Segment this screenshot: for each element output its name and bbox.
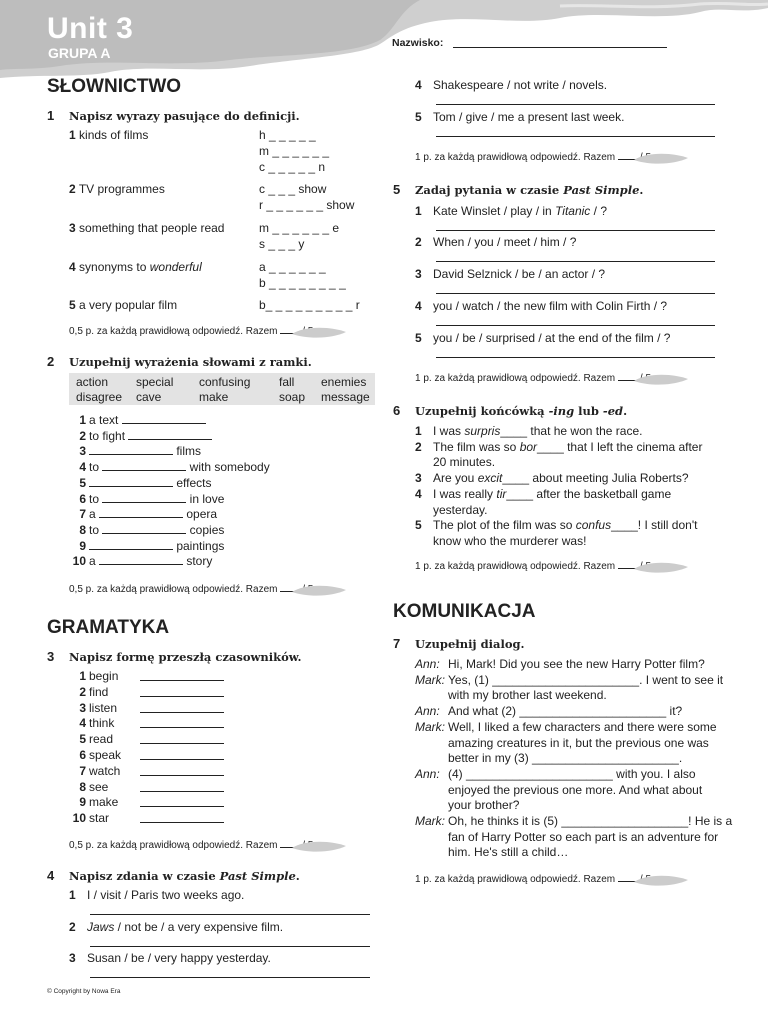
box-word: special (136, 375, 174, 389)
dialog-text: your brother? (448, 798, 520, 813)
ex1-answer-field[interactable]: c _ _ _ show (259, 182, 327, 196)
ex3-answer-line[interactable] (140, 727, 224, 728)
item-pre: you / watch / the new film with Colin Firth / ? (433, 299, 668, 313)
ex2-item (69, 412, 206, 428)
item-number: 2 (415, 235, 422, 249)
item-text: kinds of films (79, 128, 149, 142)
ex1-answer-field[interactable]: b_ _ _ _ _ _ _ _ _ r (259, 298, 360, 312)
item-text: a very popular film (79, 298, 178, 312)
ex1-answer-field[interactable]: h _ _ _ _ _ (259, 128, 316, 142)
verb: make (89, 795, 119, 810)
line-post: ____ after the basketball game (506, 486, 672, 501)
speaker-label: Ann: (415, 657, 440, 671)
ex5-number: 5 (393, 182, 401, 197)
line-pre: Are you (433, 471, 478, 486)
item-pre: you / be / surprised / at the end of the film / ? (433, 331, 671, 345)
item-text: something that people read (79, 221, 225, 235)
ex3-answer-line[interactable] (140, 712, 224, 713)
ex3-item (69, 763, 120, 779)
komunikacja-title: KOMUNIKACJA (393, 601, 536, 622)
ex7-score: 1 p. za każdą prawidłową odpowiedź. Razem (415, 873, 662, 887)
score-smudge (632, 150, 690, 166)
ex3-score: 0,5 p. za każdą prawidłową odpowiedź. Razem (69, 839, 325, 853)
ex3-item (69, 794, 118, 810)
grammar-title: GRAMATYKA (47, 617, 170, 638)
item-number: 5 (79, 732, 86, 747)
item-text: Susan / be / very happy yesterday. (87, 951, 271, 965)
box-word: cave (136, 390, 162, 404)
ex6-line (415, 486, 671, 502)
speaker-label: Ann: (415, 766, 440, 781)
item-post: films (173, 444, 201, 459)
ex6-line (415, 439, 702, 455)
ex5-answer-line[interactable] (436, 261, 715, 262)
ex4-answer-line[interactable] (436, 136, 715, 137)
item-number: 5 (69, 298, 76, 312)
ex1-answer-field[interactable]: s _ _ _ y (259, 237, 305, 251)
ex4-item (415, 77, 607, 93)
ex2-score: 0,5 p. za każdą prawidłową odpowiedź. Razem (69, 583, 325, 597)
verb: think (89, 716, 115, 731)
item-number: 6 (79, 491, 86, 506)
item-pre: David Selznick / be / an actor / ? (433, 267, 606, 281)
ex2-blank[interactable] (99, 553, 183, 565)
item-italic: Titanic (555, 204, 591, 218)
line-post: ____ that I left the cinema after (537, 439, 703, 454)
ex2-blank[interactable] (122, 412, 206, 424)
ex6-line (415, 502, 487, 518)
item-number: 5 (415, 331, 422, 345)
item-text: Shakespeare / not write / novels. (433, 78, 608, 92)
ex5-item (415, 234, 576, 250)
ex2-item (69, 522, 224, 538)
ex1-answer-field[interactable]: b _ _ _ _ _ _ _ _ (259, 276, 346, 290)
line-pre: I was (433, 424, 465, 438)
ex2-blank[interactable] (89, 538, 173, 550)
verb: watch (89, 763, 121, 778)
line-pre: know who the murderer was! (433, 533, 587, 548)
ex1-answer-field[interactable]: m _ _ _ _ _ _ (259, 144, 330, 158)
ex6-line (415, 533, 586, 549)
item-number: 10 (72, 811, 86, 826)
item-text: / not be / a very expensive film. (114, 920, 284, 934)
ex2-blank[interactable] (102, 459, 186, 471)
item-number: 9 (79, 538, 86, 553)
ex3-answer-line[interactable] (140, 791, 224, 792)
item-number: 4 (415, 486, 422, 501)
ex3-item (69, 700, 117, 716)
ex1-answer-field[interactable]: r _ _ _ _ _ _ show (259, 198, 355, 212)
item-pre: to (89, 522, 103, 537)
item-number: 1 (69, 128, 76, 142)
speaker-label: Mark: (415, 814, 445, 828)
item-number: 1 (415, 424, 422, 438)
line-pre: 20 minutes. (433, 455, 496, 470)
ex3-item (69, 668, 118, 684)
ex4-instruction: Napisz zdania w czasie Past Simple. (69, 869, 300, 883)
ex2-blank[interactable] (89, 475, 173, 487)
ex2-item (69, 506, 217, 522)
item-text: synonyms to (79, 260, 150, 274)
item-number: 5 (79, 475, 86, 490)
item-number: 4 (69, 260, 76, 274)
speaker-label: Mark: (415, 672, 445, 687)
ex3-answer-line[interactable] (140, 759, 224, 760)
verb: begin (89, 669, 119, 683)
item-number: 2 (79, 428, 86, 443)
ex4-item (69, 950, 271, 966)
dialog-text: better in my (3) ______________________. (448, 751, 683, 766)
item-italic: Jaws (87, 920, 115, 934)
ex5-answer-line[interactable] (436, 230, 715, 231)
ex2-blank[interactable] (128, 428, 212, 440)
score-smudge (632, 872, 690, 888)
ex4-number: 4 (47, 868, 55, 883)
item-post: copies (186, 522, 225, 537)
name-input-line[interactable] (453, 47, 667, 48)
ex6-line (415, 517, 697, 533)
ex5-item (415, 203, 607, 219)
ex3-item (69, 779, 108, 795)
box-word: fall (279, 375, 295, 389)
ex1-item (69, 220, 224, 236)
box-word: make (199, 390, 229, 404)
ex2-item (69, 428, 212, 444)
item-number: 1 (69, 888, 76, 902)
item-post: opera (183, 507, 218, 522)
item-number: 5 (415, 110, 422, 124)
line-pre: The film was so (433, 439, 520, 454)
score-smudge (290, 324, 348, 340)
line-post: ____ about meeting Julia Roberts? (502, 471, 689, 486)
box-word: soap (279, 390, 306, 404)
ex3-answer-line[interactable] (140, 822, 224, 823)
ex3-answer-line[interactable] (140, 775, 224, 776)
item-number: 3 (415, 267, 422, 281)
ex3-item (69, 684, 108, 700)
ex2-item (69, 459, 270, 475)
dialog-text: enjoyed the previous one more. And what about (448, 782, 703, 797)
ex5-instruction: Zadaj pytania w czasie Past Simple. (415, 183, 644, 197)
item-post: effects (173, 475, 212, 490)
box-word: action (76, 375, 109, 389)
item-number: 2 (69, 920, 76, 934)
ex1-item (69, 297, 177, 313)
ex5-answer-line[interactable] (436, 325, 715, 326)
ex6-score: 1 p. za każdą prawidłową odpowiedź. Razem (415, 560, 662, 574)
verb: speak (89, 748, 122, 762)
ex3-answer-line[interactable] (140, 696, 224, 697)
vocab-title: SŁOWNICTWO (47, 76, 182, 97)
ex3-answer-line[interactable] (140, 806, 224, 807)
item-post: paintings (173, 538, 225, 553)
item-post: with somebody (186, 460, 270, 475)
item-number: 8 (79, 779, 86, 794)
dialog-text: amazing creatures in it, but the previous one was (448, 735, 709, 750)
ex2-blank[interactable] (99, 506, 183, 518)
item-number: 5 (415, 518, 422, 533)
item-number: 2 (415, 439, 422, 454)
ex1-item (69, 127, 148, 143)
line-italic: tir (496, 486, 507, 501)
item-number: 1 (79, 413, 86, 427)
box-word: disagree (76, 390, 123, 404)
ex4-item (69, 887, 244, 903)
ex4-item (415, 109, 624, 125)
ex1-instruction: Napisz wyrazy pasujące do definicji. (69, 109, 300, 123)
ex1-item (69, 259, 202, 275)
ex4-answer-line[interactable] (90, 946, 370, 947)
item-post: in love (186, 491, 225, 506)
ex3-answer-line[interactable] (140, 680, 224, 681)
score-smudge (290, 838, 348, 854)
score-smudge (632, 371, 690, 387)
ex5-answer-line[interactable] (436, 293, 715, 294)
ex5-item (415, 266, 605, 282)
group-label: GRUPA A (48, 45, 111, 61)
item-pre: a (89, 507, 100, 522)
item-number: 2 (79, 684, 86, 699)
ex4-answer-line[interactable] (436, 104, 715, 105)
ex5-item (415, 330, 670, 346)
item-number: 3 (79, 444, 86, 459)
item-pre: Kate Winslet / play / in (433, 204, 556, 218)
item-pre: When / you / meet / him / ? (433, 235, 577, 249)
item-pre: a text (89, 413, 122, 427)
ex6-instruction: Uzupełnij końcówką -ing lub -ed. (415, 404, 628, 418)
ex2-item (69, 491, 224, 507)
ex4-answer-line[interactable] (90, 914, 370, 915)
box-word: enemies (321, 375, 367, 389)
line-italic: confus (575, 518, 612, 533)
item-number: 7 (79, 507, 86, 522)
ex6-number: 6 (393, 403, 401, 418)
ex2-number: 2 (47, 354, 55, 369)
box-word: confusing (199, 375, 251, 389)
dialog-text: And what (2) ______________________ it? (448, 704, 683, 719)
box-word: message (321, 390, 370, 404)
ex2-item (69, 538, 224, 554)
item-number: 7 (79, 763, 86, 778)
ex5-score: 1 p. za każdą prawidłową odpowiedź. Razem (415, 372, 662, 386)
ex3-item (69, 810, 109, 826)
ex1-answer-field[interactable]: m _ _ _ _ _ _ e (259, 221, 340, 235)
item-pre: to (89, 491, 103, 506)
ex2-blank[interactable] (102, 522, 186, 534)
item-number: 3 (69, 221, 76, 235)
item-number: 9 (79, 795, 86, 810)
item-number: 4 (79, 716, 86, 731)
verb: star (89, 811, 110, 826)
item-number: 6 (79, 748, 86, 762)
item-number: 2 (69, 182, 76, 196)
dialog-text: fan of Harry Potter so each part is an adventure for (448, 829, 719, 844)
ex2-blank[interactable] (102, 491, 186, 503)
ex4-item (69, 919, 283, 935)
line-post: ____! I still don't (611, 518, 698, 533)
item-number: 4 (415, 78, 422, 92)
item-pre: a (89, 554, 100, 569)
item-text: Tom / give / me a present last week. (433, 110, 625, 124)
speaker-label: Ann: (415, 704, 440, 719)
ex3-item (69, 731, 113, 747)
ex6-line (415, 423, 642, 439)
verb: see (89, 779, 109, 794)
speaker-label: Mark: (415, 719, 445, 734)
ex2-instruction: Uzupełnij wyrażenia słowami z ramki. (69, 355, 312, 369)
score-smudge (290, 582, 348, 598)
line-pre: The plot of the film was so (433, 518, 576, 533)
ex6-line (415, 470, 689, 486)
item-number: 4 (79, 460, 86, 475)
line-pre: yesterday. (433, 502, 488, 517)
ex3-number: 3 (47, 649, 55, 664)
item-number: 8 (79, 522, 86, 537)
dialog-text: Oh, he thinks it is (5) ___________________! He is a (448, 814, 733, 828)
line-italic: bor (519, 439, 538, 454)
ex3-answer-line[interactable] (140, 743, 224, 744)
score-smudge (632, 559, 690, 575)
ex4-answer-line[interactable] (90, 977, 370, 978)
ex5-item (415, 298, 667, 314)
ex1-item (69, 181, 165, 197)
line-italic: surpris (464, 424, 501, 438)
item-number: 1 (79, 669, 86, 683)
item-number: 3 (415, 471, 422, 486)
item-text-italic: wonderful (149, 260, 202, 274)
dialog-text: Well, I liked a few characters and there were some (448, 719, 717, 734)
ex2-item (69, 443, 201, 459)
item-number: 3 (69, 951, 76, 965)
ex7-number: 7 (393, 636, 401, 651)
ex2-blank[interactable] (89, 443, 173, 455)
ex5-answer-line[interactable] (436, 357, 715, 358)
item-number: 1 (415, 204, 422, 218)
verb: find (89, 684, 109, 699)
dialog-text: (4) ______________________ with you. I also (448, 766, 696, 781)
item-text: TV programmes (78, 182, 165, 196)
ex1-number: 1 (47, 108, 55, 123)
item-text: I / visit / Paris two weeks ago. (87, 888, 245, 902)
item-pre: to fight (89, 428, 129, 443)
dialog-text: Hi, Mark! Did you see the new Harry Potter film? (448, 657, 705, 671)
item-post: story (183, 554, 213, 569)
item-post: / ? (590, 204, 607, 218)
dialog-text: him. He's still a child… (448, 845, 569, 860)
line-pre: I was really (433, 486, 497, 501)
ex6-line (415, 454, 495, 470)
dialog-text: with my brother last weekend. (448, 688, 607, 703)
verb: read (89, 732, 114, 747)
ex4-score: 1 p. za każdą prawidłową odpowiedź. Razem (415, 151, 662, 165)
copyright: © Copyright by Nowa Era (47, 988, 121, 995)
ex1-score: 0,5 p. za każdą prawidłową odpowiedź. Razem (69, 325, 325, 339)
ex2-item (69, 475, 211, 491)
name-label: Nazwisko: (392, 37, 444, 49)
ex3-instruction: Napisz formę przeszłą czasowników. (69, 650, 302, 664)
ex2-item (69, 553, 212, 569)
item-pre: to (89, 460, 103, 475)
item-number: 4 (415, 299, 422, 313)
ex3-item (69, 715, 114, 731)
item-number: 3 (79, 700, 86, 715)
item-number: 10 (72, 554, 86, 569)
verb: listen (89, 700, 118, 715)
ex1-answer-field[interactable]: a _ _ _ _ _ _ (259, 260, 326, 274)
dialog-text: Yes, (1) ______________________. I went to see it (448, 672, 724, 687)
ex3-item (69, 747, 121, 763)
ex7-instruction: Uzupełnij dialog. (415, 637, 525, 651)
ex1-answer-field[interactable]: c _ _ _ _ _ n (259, 160, 326, 174)
line-italic: excit (477, 471, 503, 486)
unit-title: Unit 3 (47, 12, 134, 45)
line-post: ____ that he won the race. (500, 424, 643, 438)
